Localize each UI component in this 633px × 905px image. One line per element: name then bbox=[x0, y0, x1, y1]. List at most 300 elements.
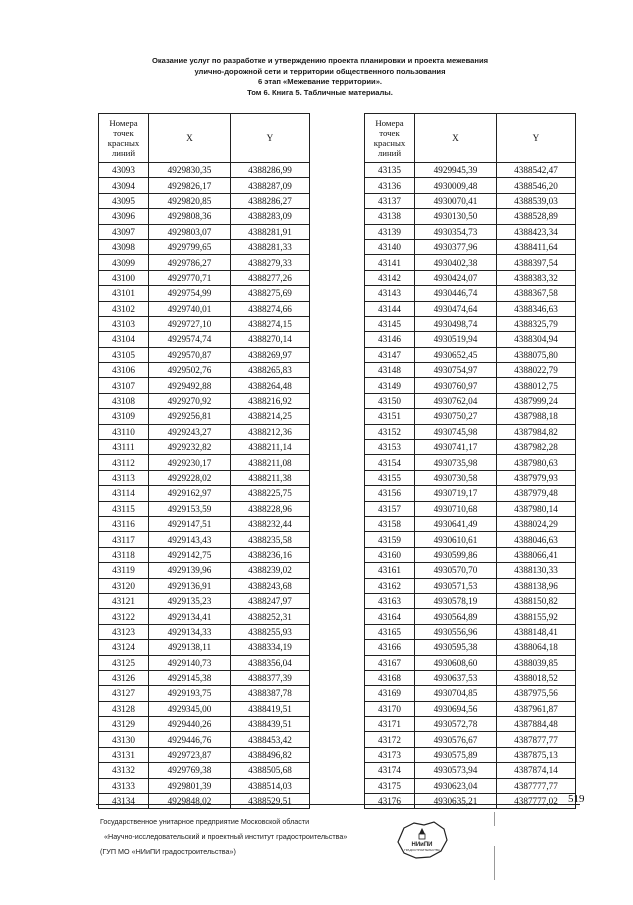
cell-x: 4930637,53 bbox=[415, 670, 497, 685]
cell-x: 4930571,53 bbox=[415, 578, 497, 593]
cell-y: 4388138,96 bbox=[497, 578, 576, 593]
cell-x: 4929135,23 bbox=[149, 593, 231, 608]
cell-point-number: 43139 bbox=[365, 224, 415, 239]
table-row bbox=[365, 239, 576, 254]
cell-x: 4930762,04 bbox=[415, 393, 497, 408]
cell-x: 4929136,91 bbox=[149, 578, 231, 593]
table-row bbox=[365, 609, 576, 624]
table-row bbox=[99, 332, 310, 347]
cell-y: 4388046,63 bbox=[497, 532, 576, 547]
cell-y: 4388496,82 bbox=[231, 747, 310, 762]
cell-point-number: 43148 bbox=[365, 363, 415, 378]
column-header-x: X bbox=[415, 114, 497, 163]
cell-y: 4388377,39 bbox=[231, 670, 310, 685]
table-row bbox=[365, 763, 576, 778]
document-header bbox=[120, 56, 520, 98]
table-row bbox=[365, 409, 576, 424]
cell-y: 4387999,24 bbox=[497, 393, 576, 408]
cell-y: 4388236,16 bbox=[231, 547, 310, 562]
cell-y: 4388264,48 bbox=[231, 378, 310, 393]
cell-x: 4930402,38 bbox=[415, 255, 497, 270]
cell-x: 4929134,41 bbox=[149, 609, 231, 624]
cell-point-number: 43123 bbox=[99, 624, 149, 639]
cell-y: 4388397,54 bbox=[497, 255, 576, 270]
table-row bbox=[99, 732, 310, 747]
cell-x: 4929803,07 bbox=[149, 224, 231, 239]
cell-x: 4929153,59 bbox=[149, 501, 231, 516]
table-row bbox=[99, 624, 310, 639]
cell-point-number: 43156 bbox=[365, 486, 415, 501]
table-row bbox=[99, 701, 310, 716]
cell-point-number: 43159 bbox=[365, 532, 415, 547]
cell-point-number: 43113 bbox=[99, 470, 149, 485]
table-row bbox=[99, 455, 310, 470]
cell-y: 4387877,77 bbox=[497, 732, 576, 747]
column-header-number: Номера точек красных линий bbox=[365, 114, 415, 163]
cell-x: 4930573,94 bbox=[415, 763, 497, 778]
cell-x: 4930009,48 bbox=[415, 178, 497, 193]
cell-y: 4387777,02 bbox=[497, 794, 576, 809]
cell-x: 4930070,41 bbox=[415, 193, 497, 208]
cell-y: 4387875,13 bbox=[497, 747, 576, 762]
cell-point-number: 43128 bbox=[99, 701, 149, 716]
cell-x: 4930735,98 bbox=[415, 455, 497, 470]
page-number: 519 bbox=[568, 793, 585, 805]
cell-x: 4930575,89 bbox=[415, 747, 497, 762]
cell-point-number: 43106 bbox=[99, 363, 149, 378]
cell-y: 4388283,09 bbox=[231, 209, 310, 224]
cell-x: 4929754,99 bbox=[149, 286, 231, 301]
cell-y: 4388214,25 bbox=[231, 409, 310, 424]
cell-point-number: 43121 bbox=[99, 593, 149, 608]
cell-x: 4929820,85 bbox=[149, 193, 231, 208]
cell-y: 4388269,97 bbox=[231, 347, 310, 362]
table-row bbox=[365, 332, 576, 347]
cell-x: 4929786,27 bbox=[149, 255, 231, 270]
cell-point-number: 43166 bbox=[365, 640, 415, 655]
cell-x: 4930710,68 bbox=[415, 501, 497, 516]
cell-y: 4388279,33 bbox=[231, 255, 310, 270]
table-row bbox=[99, 470, 310, 485]
cell-point-number: 43167 bbox=[365, 655, 415, 670]
cell-y: 4388228,96 bbox=[231, 501, 310, 516]
table-row bbox=[365, 516, 576, 531]
table-row bbox=[365, 209, 576, 224]
cell-y: 4388075,80 bbox=[497, 347, 576, 362]
cell-point-number: 43105 bbox=[99, 347, 149, 362]
cell-x: 4929440,26 bbox=[149, 717, 231, 732]
cell-y: 4388439,51 bbox=[231, 717, 310, 732]
cell-y: 4387777,77 bbox=[497, 778, 576, 793]
cell-y: 4387979,93 bbox=[497, 470, 576, 485]
cell-y: 4387874,14 bbox=[497, 763, 576, 778]
cell-y: 4388383,32 bbox=[497, 270, 576, 285]
cell-y: 4388216,92 bbox=[231, 393, 310, 408]
cell-x: 4929848,02 bbox=[149, 794, 231, 809]
cell-point-number: 43135 bbox=[365, 163, 415, 178]
cell-point-number: 43134 bbox=[99, 794, 149, 809]
cell-point-number: 43141 bbox=[365, 255, 415, 270]
cell-y: 4388247,97 bbox=[231, 593, 310, 608]
cell-x: 4929830,35 bbox=[149, 163, 231, 178]
cell-point-number: 43109 bbox=[99, 409, 149, 424]
cell-y: 4387975,56 bbox=[497, 686, 576, 701]
cell-x: 4930578,19 bbox=[415, 593, 497, 608]
cell-y: 4388064,18 bbox=[497, 640, 576, 655]
table-row bbox=[365, 455, 576, 470]
cell-x: 4930130,50 bbox=[415, 209, 497, 224]
cell-point-number: 43118 bbox=[99, 547, 149, 562]
cell-y: 4388528,89 bbox=[497, 209, 576, 224]
cell-point-number: 43145 bbox=[365, 316, 415, 331]
cell-y: 4388275,69 bbox=[231, 286, 310, 301]
cell-y: 4388287,09 bbox=[231, 178, 310, 193]
cell-x: 4930652,45 bbox=[415, 347, 497, 362]
cell-y: 4387982,28 bbox=[497, 440, 576, 455]
cell-point-number: 43144 bbox=[365, 301, 415, 316]
cell-point-number: 43102 bbox=[99, 301, 149, 316]
cell-x: 4930424,07 bbox=[415, 270, 497, 285]
table-row bbox=[99, 440, 310, 455]
cell-y: 4388235,58 bbox=[231, 532, 310, 547]
margin-mark bbox=[494, 812, 495, 826]
cell-x: 4929139,96 bbox=[149, 563, 231, 578]
table-row bbox=[365, 270, 576, 285]
cell-x: 4929723,87 bbox=[149, 747, 231, 762]
table-row bbox=[99, 409, 310, 424]
cell-point-number: 43111 bbox=[99, 440, 149, 455]
cell-y: 4388304,94 bbox=[497, 332, 576, 347]
cell-x: 4930572,78 bbox=[415, 717, 497, 732]
table-row bbox=[365, 547, 576, 562]
header-line-1: Оказание услуг по разработке и утверждению проекта планировки и проекта межевания bbox=[151, 56, 489, 65]
table-row bbox=[365, 178, 576, 193]
cell-y: 4388039,85 bbox=[497, 655, 576, 670]
cell-point-number: 43154 bbox=[365, 455, 415, 470]
cell-x: 4930623,04 bbox=[415, 778, 497, 793]
cell-x: 4930741,17 bbox=[415, 440, 497, 455]
svg-text:НИиПИ: НИиПИ bbox=[411, 842, 433, 848]
table-row bbox=[365, 778, 576, 793]
cell-y: 4387980,14 bbox=[497, 501, 576, 516]
cell-point-number: 43168 bbox=[365, 670, 415, 685]
cell-y: 4388542,47 bbox=[497, 163, 576, 178]
cell-x: 4929230,17 bbox=[149, 455, 231, 470]
cell-y: 4388325,79 bbox=[497, 316, 576, 331]
cell-point-number: 43163 bbox=[365, 593, 415, 608]
cell-x: 4930377,96 bbox=[415, 239, 497, 254]
cell-point-number: 43110 bbox=[99, 424, 149, 439]
cell-point-number: 43165 bbox=[365, 624, 415, 639]
cell-y: 4388155,92 bbox=[497, 609, 576, 624]
table-row bbox=[99, 763, 310, 778]
cell-y: 4388334,19 bbox=[231, 640, 310, 655]
cell-y: 4388255,93 bbox=[231, 624, 310, 639]
header-line-2: улично-дорожной сети и территории общественного пользования bbox=[194, 66, 446, 76]
table-row bbox=[99, 794, 310, 809]
cell-point-number: 43129 bbox=[99, 717, 149, 732]
header-line-4: Том 6. Книга 5. Табличные материалы. bbox=[247, 87, 393, 97]
cell-x: 4929826,17 bbox=[149, 178, 231, 193]
cell-x: 4929147,51 bbox=[149, 516, 231, 531]
cell-x: 4929140,73 bbox=[149, 655, 231, 670]
table-row bbox=[99, 486, 310, 501]
table-row bbox=[365, 732, 576, 747]
cell-point-number: 43172 bbox=[365, 732, 415, 747]
cell-point-number: 43171 bbox=[365, 717, 415, 732]
table-row bbox=[99, 640, 310, 655]
cell-point-number: 43101 bbox=[99, 286, 149, 301]
cell-point-number: 43143 bbox=[365, 286, 415, 301]
table-row bbox=[99, 209, 310, 224]
cell-point-number: 43116 bbox=[99, 516, 149, 531]
cell-point-number: 43131 bbox=[99, 747, 149, 762]
cell-point-number: 43117 bbox=[99, 532, 149, 547]
cell-point-number: 43157 bbox=[365, 501, 415, 516]
cell-x: 4930519,94 bbox=[415, 332, 497, 347]
table-row bbox=[365, 470, 576, 485]
table-row bbox=[99, 747, 310, 762]
cell-x: 4930719,17 bbox=[415, 486, 497, 501]
table-row bbox=[99, 301, 310, 316]
cell-point-number: 43140 bbox=[365, 239, 415, 254]
cell-y: 4388277,26 bbox=[231, 270, 310, 285]
cell-y: 4388265,83 bbox=[231, 363, 310, 378]
table-row bbox=[365, 378, 576, 393]
cell-x: 4929145,38 bbox=[149, 670, 231, 685]
cell-y: 4388232,44 bbox=[231, 516, 310, 531]
cell-x: 4930635,21 bbox=[415, 794, 497, 809]
table-row bbox=[99, 286, 310, 301]
cell-y: 4388546,20 bbox=[497, 178, 576, 193]
cell-point-number: 43146 bbox=[365, 332, 415, 347]
table-row bbox=[365, 440, 576, 455]
cell-point-number: 43176 bbox=[365, 794, 415, 809]
table-row bbox=[99, 316, 310, 331]
cell-x: 4930576,67 bbox=[415, 732, 497, 747]
cell-point-number: 43097 bbox=[99, 224, 149, 239]
cell-y: 4388346,63 bbox=[497, 301, 576, 316]
table-row bbox=[365, 794, 576, 809]
cell-x: 4930570,70 bbox=[415, 563, 497, 578]
cell-point-number: 43136 bbox=[365, 178, 415, 193]
cell-point-number: 43160 bbox=[365, 547, 415, 562]
cell-y: 4387988,18 bbox=[497, 409, 576, 424]
cell-x: 4929808,36 bbox=[149, 209, 231, 224]
cell-y: 4388514,03 bbox=[231, 778, 310, 793]
table-row bbox=[365, 593, 576, 608]
footer-line-2: «Научно-исследовательский и проектный институт градостроительства» bbox=[104, 832, 348, 841]
table-row bbox=[365, 686, 576, 701]
cell-point-number: 43108 bbox=[99, 393, 149, 408]
table-row bbox=[99, 224, 310, 239]
table-row bbox=[99, 178, 310, 193]
table-body-right bbox=[365, 163, 576, 809]
cell-point-number: 43098 bbox=[99, 239, 149, 254]
cell-x: 4929193,75 bbox=[149, 686, 231, 701]
table-row bbox=[99, 547, 310, 562]
footer-line-1: Государственное унитарное предприятие Московской области bbox=[100, 817, 310, 826]
column-header-y: Y bbox=[497, 114, 576, 163]
table-row bbox=[365, 424, 576, 439]
cell-y: 4387961,87 bbox=[497, 701, 576, 716]
cell-x: 4930595,38 bbox=[415, 640, 497, 655]
cell-x: 4930730,58 bbox=[415, 470, 497, 485]
cell-point-number: 43100 bbox=[99, 270, 149, 285]
svg-text:ГРАДОСТРОИТЕЛЬСТВА: ГРАДОСТРОИТЕЛЬСТВА bbox=[404, 848, 440, 852]
cell-x: 4929945,39 bbox=[415, 163, 497, 178]
cell-x: 4929256,81 bbox=[149, 409, 231, 424]
header-line-3: 6 этап «Межевание территории». bbox=[257, 77, 383, 87]
table-row bbox=[99, 563, 310, 578]
cell-x: 4929799,65 bbox=[149, 239, 231, 254]
cell-y: 4388239,02 bbox=[231, 563, 310, 578]
cell-x: 4929270,92 bbox=[149, 393, 231, 408]
cell-point-number: 43149 bbox=[365, 378, 415, 393]
cell-point-number: 43142 bbox=[365, 270, 415, 285]
cell-y: 4387979,48 bbox=[497, 486, 576, 501]
cell-point-number: 43133 bbox=[99, 778, 149, 793]
cell-y: 4388505,68 bbox=[231, 763, 310, 778]
table-row bbox=[99, 778, 310, 793]
cell-y: 4388539,03 bbox=[497, 193, 576, 208]
column-header-y: Y bbox=[231, 114, 310, 163]
cell-point-number: 43147 bbox=[365, 347, 415, 362]
cell-point-number: 43126 bbox=[99, 670, 149, 685]
cell-point-number: 43094 bbox=[99, 178, 149, 193]
table-row bbox=[99, 239, 310, 254]
table-row bbox=[99, 578, 310, 593]
cell-point-number: 43174 bbox=[365, 763, 415, 778]
cell-y: 4388150,82 bbox=[497, 593, 576, 608]
table-row bbox=[99, 163, 310, 178]
table-row bbox=[365, 717, 576, 732]
cell-point-number: 43103 bbox=[99, 316, 149, 331]
table-row bbox=[99, 363, 310, 378]
cell-y: 4388281,33 bbox=[231, 239, 310, 254]
footer-line-3: (ГУП МО «НИиПИ градостроительства») bbox=[100, 847, 236, 856]
cell-y: 4388281,91 bbox=[231, 224, 310, 239]
cell-x: 4929162,97 bbox=[149, 486, 231, 501]
cell-x: 4929770,71 bbox=[149, 270, 231, 285]
cell-x: 4929727,10 bbox=[149, 316, 231, 331]
cell-x: 4930754,97 bbox=[415, 363, 497, 378]
margin-mark bbox=[494, 846, 495, 880]
cell-x: 4929142,75 bbox=[149, 547, 231, 562]
cell-y: 4388212,36 bbox=[231, 424, 310, 439]
cell-y: 4387980,63 bbox=[497, 455, 576, 470]
cell-x: 4929143,43 bbox=[149, 532, 231, 547]
cell-point-number: 43124 bbox=[99, 640, 149, 655]
cell-y: 4388252,31 bbox=[231, 609, 310, 624]
cell-y: 4388453,42 bbox=[231, 732, 310, 747]
cell-point-number: 43137 bbox=[365, 193, 415, 208]
cell-point-number: 43112 bbox=[99, 455, 149, 470]
cell-x: 4930446,74 bbox=[415, 286, 497, 301]
table-row bbox=[99, 270, 310, 285]
cell-y: 4388211,38 bbox=[231, 470, 310, 485]
cell-x: 4930556,96 bbox=[415, 624, 497, 639]
cell-y: 4388419,51 bbox=[231, 701, 310, 716]
cell-point-number: 43099 bbox=[99, 255, 149, 270]
cell-point-number: 43170 bbox=[365, 701, 415, 716]
cell-x: 4930704,85 bbox=[415, 686, 497, 701]
cell-point-number: 43164 bbox=[365, 609, 415, 624]
column-header-number: Номера точек красных линий bbox=[99, 114, 149, 163]
cell-x: 4929492,88 bbox=[149, 378, 231, 393]
cell-x: 4930599,86 bbox=[415, 547, 497, 562]
cell-x: 4929574,74 bbox=[149, 332, 231, 347]
table-row bbox=[365, 347, 576, 362]
cell-x: 4929801,39 bbox=[149, 778, 231, 793]
table-body-left bbox=[99, 163, 310, 809]
table-row bbox=[99, 532, 310, 547]
cell-point-number: 43095 bbox=[99, 193, 149, 208]
table-row bbox=[365, 224, 576, 239]
cell-point-number: 43107 bbox=[99, 378, 149, 393]
column-header-x: X bbox=[149, 114, 231, 163]
table-row bbox=[99, 501, 310, 516]
cell-x: 4929769,38 bbox=[149, 763, 231, 778]
cell-y: 4388022,79 bbox=[497, 363, 576, 378]
table-row bbox=[365, 363, 576, 378]
cell-y: 4388286,27 bbox=[231, 193, 310, 208]
cell-y: 4388387,78 bbox=[231, 686, 310, 701]
cell-y: 4388225,75 bbox=[231, 486, 310, 501]
cell-y: 4387884,48 bbox=[497, 717, 576, 732]
cell-x: 4929502,76 bbox=[149, 363, 231, 378]
cell-x: 4929228,02 bbox=[149, 470, 231, 485]
cell-point-number: 43120 bbox=[99, 578, 149, 593]
coordinates-table-right bbox=[364, 113, 576, 809]
table-row bbox=[365, 655, 576, 670]
table-row bbox=[99, 393, 310, 408]
cell-point-number: 43093 bbox=[99, 163, 149, 178]
cell-point-number: 43138 bbox=[365, 209, 415, 224]
table-header-row bbox=[99, 114, 310, 163]
table-row bbox=[365, 255, 576, 270]
cell-point-number: 43151 bbox=[365, 409, 415, 424]
cell-point-number: 43130 bbox=[99, 732, 149, 747]
document-footer bbox=[100, 814, 347, 859]
cell-point-number: 43173 bbox=[365, 747, 415, 762]
cell-x: 4929570,87 bbox=[149, 347, 231, 362]
cell-point-number: 43104 bbox=[99, 332, 149, 347]
cell-point-number: 43158 bbox=[365, 516, 415, 531]
table-header-row bbox=[365, 114, 576, 163]
table-row bbox=[99, 686, 310, 701]
cell-x: 4930564,89 bbox=[415, 609, 497, 624]
cell-point-number: 43150 bbox=[365, 393, 415, 408]
table-row bbox=[99, 347, 310, 362]
cell-x: 4929345,00 bbox=[149, 701, 231, 716]
cell-x: 4930750,27 bbox=[415, 409, 497, 424]
table-row bbox=[365, 747, 576, 762]
cell-x: 4929134,33 bbox=[149, 624, 231, 639]
cell-x: 4930474,64 bbox=[415, 301, 497, 316]
cell-point-number: 43132 bbox=[99, 763, 149, 778]
cell-y: 4388423,34 bbox=[497, 224, 576, 239]
table-row bbox=[365, 701, 576, 716]
cell-y: 4388411,64 bbox=[497, 239, 576, 254]
cell-y: 4388130,33 bbox=[497, 563, 576, 578]
cell-y: 4388367,58 bbox=[497, 286, 576, 301]
table-row bbox=[365, 670, 576, 685]
cell-y: 4387984,82 bbox=[497, 424, 576, 439]
table-row bbox=[99, 255, 310, 270]
cell-x: 4929232,82 bbox=[149, 440, 231, 455]
cell-y: 4388211,14 bbox=[231, 440, 310, 455]
